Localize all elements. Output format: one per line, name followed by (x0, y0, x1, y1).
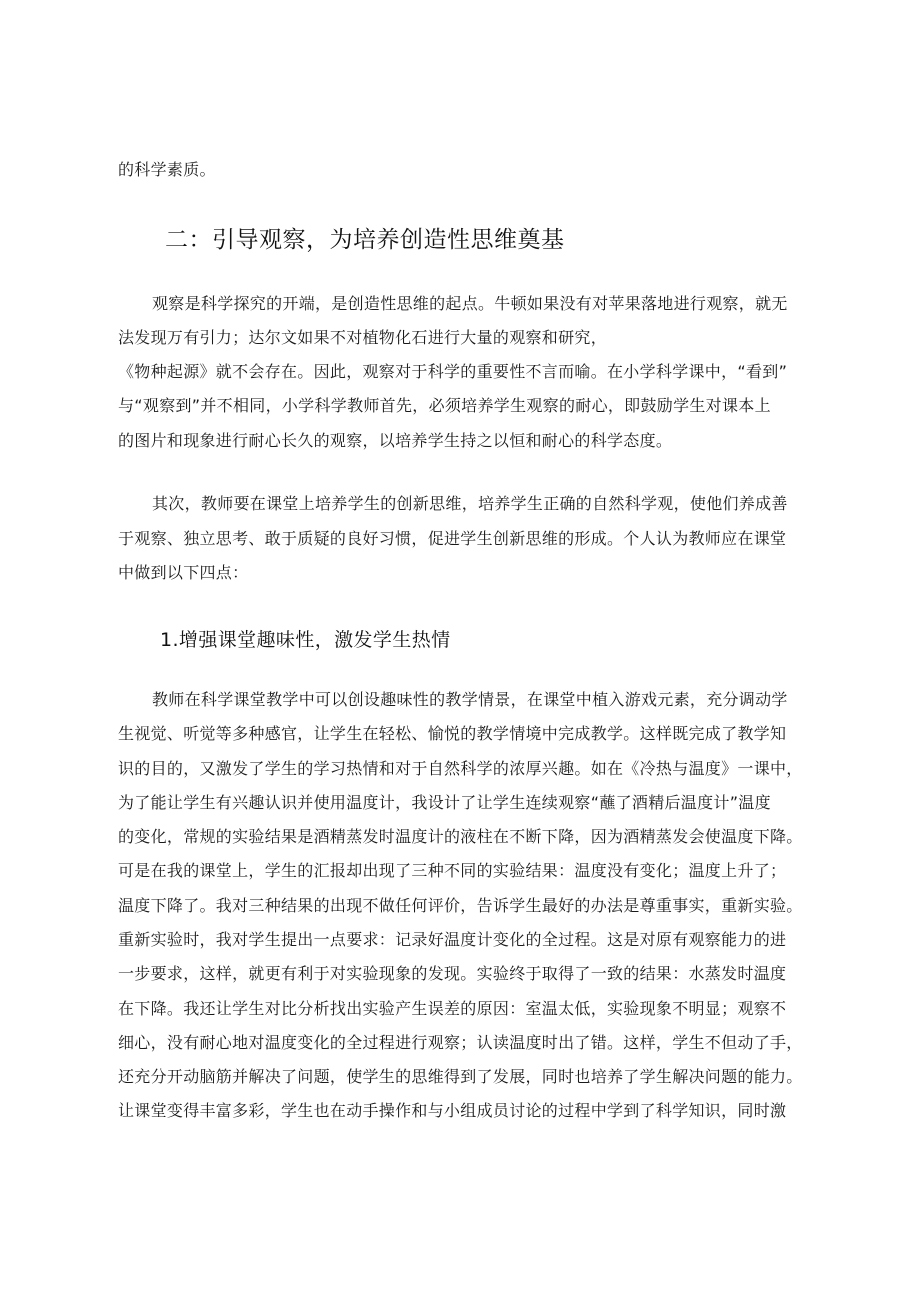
paragraph-2-line: 中做到以下四点： (118, 563, 249, 582)
paragraph-3-line: 在下降。我还让学生对比分析找出实验产生误差的原因：室温太低，实验现象不明显；观察不 (118, 999, 787, 1018)
paragraph-1-line: 《物种起源》就不会存在。因此，观察对于科学的重要性不言而喻。在小学科学课中，“看到” (118, 362, 788, 381)
paragraph-1-line: 法发现万有引力；达尔文如果不对植物化石进行大量的观察和研究， (118, 328, 608, 347)
paragraph-2-line: 其次，教师要在课堂上培养学生的创新思维，培养学生正确的自然科学观，使他们养成善 (152, 494, 788, 513)
paragraph-3-line: 温度下降了。我对三种结果的出现不做任何评价，告诉学生最好的办法是尊重事实，重新实验。 (118, 896, 803, 915)
fragment-line: 的科学素质。 (118, 160, 216, 179)
paragraph-2-line: 于观察、独立思考、敢于质疑的良好习惯，促进学生创新思维的形成。个人认为教师应在课堂 (118, 529, 787, 548)
paragraph-3-line: 还充分开动脑筋并解决了问题，使学生的思维得到了发展，同时也培养了学生解决问题的能力。 (118, 1067, 803, 1086)
paragraph-3-line: 生视觉、听觉等多种感官，让学生在轻松、愉悦的教学情境中完成教学。这样既完成了教学知 (118, 724, 787, 743)
section-heading: 二：引导观察，为培养创造性思维奠基 (165, 227, 565, 253)
paragraph-1-line: 观察是科学探究的开端，是创造性思维的起点。牛顿如果没有对苹果落地进行观察，就无 (152, 294, 788, 313)
paragraph-1-line: 的图片和现象进行耐心长久的观察，以培养学生持之以恒和耐心的科学态度。 (118, 431, 673, 450)
paragraph-3-line: 教师在科学课堂教学中可以创设趣味性的教学情景，在课堂中植入游戏元素，充分调动学 (152, 690, 788, 709)
paragraph-3-line: 一步要求，这样，就更有利于对实验现象的发现。实验终于取得了一致的结果：水蒸发时温度 (118, 964, 787, 983)
paragraph-3-line: 让课堂变得丰富多彩，学生也在动手操作和与小组成员讨论的过程中学到了科学知识，同时激 (118, 1101, 787, 1120)
paragraph-3-line: 可是在我的课堂上，学生的汇报却出现了三种不同的实验结果：温度没有变化；温度上升了； (118, 861, 787, 880)
subheading: 1.增强课堂趣味性，激发学生热情 (160, 629, 451, 651)
paragraph-3-line: 重新实验时，我对学生提出一点要求：记录好温度计变化的全过程。这是对原有观察能力的进 (118, 930, 787, 949)
paragraph-3-line: 的变化，常规的实验结果是酒精蒸发时温度计的液柱在不断下降，因为酒精蒸发会使温度下降。 (118, 827, 803, 846)
paragraph-3-line: 细心，没有耐心地对温度变化的全过程进行观察；认读温度时出了错。这样，学生不但动了手， (118, 1033, 803, 1052)
paragraph-1-line: 与“观察到”并不相同，小学科学教师首先，必须培养学生观察的耐心，即鼓励学生对课本上 (118, 396, 771, 415)
paragraph-3-line: 为了能让学生有兴趣认识并使用温度计，我设计了让学生连续观察“蘸了酒精后温度计”温度 (118, 793, 771, 812)
paragraph-3-line: 识的目的，又激发了学生的学习热情和对于自然科学的浓厚兴趣。如在《冷热与温度》一课中， (118, 759, 803, 778)
